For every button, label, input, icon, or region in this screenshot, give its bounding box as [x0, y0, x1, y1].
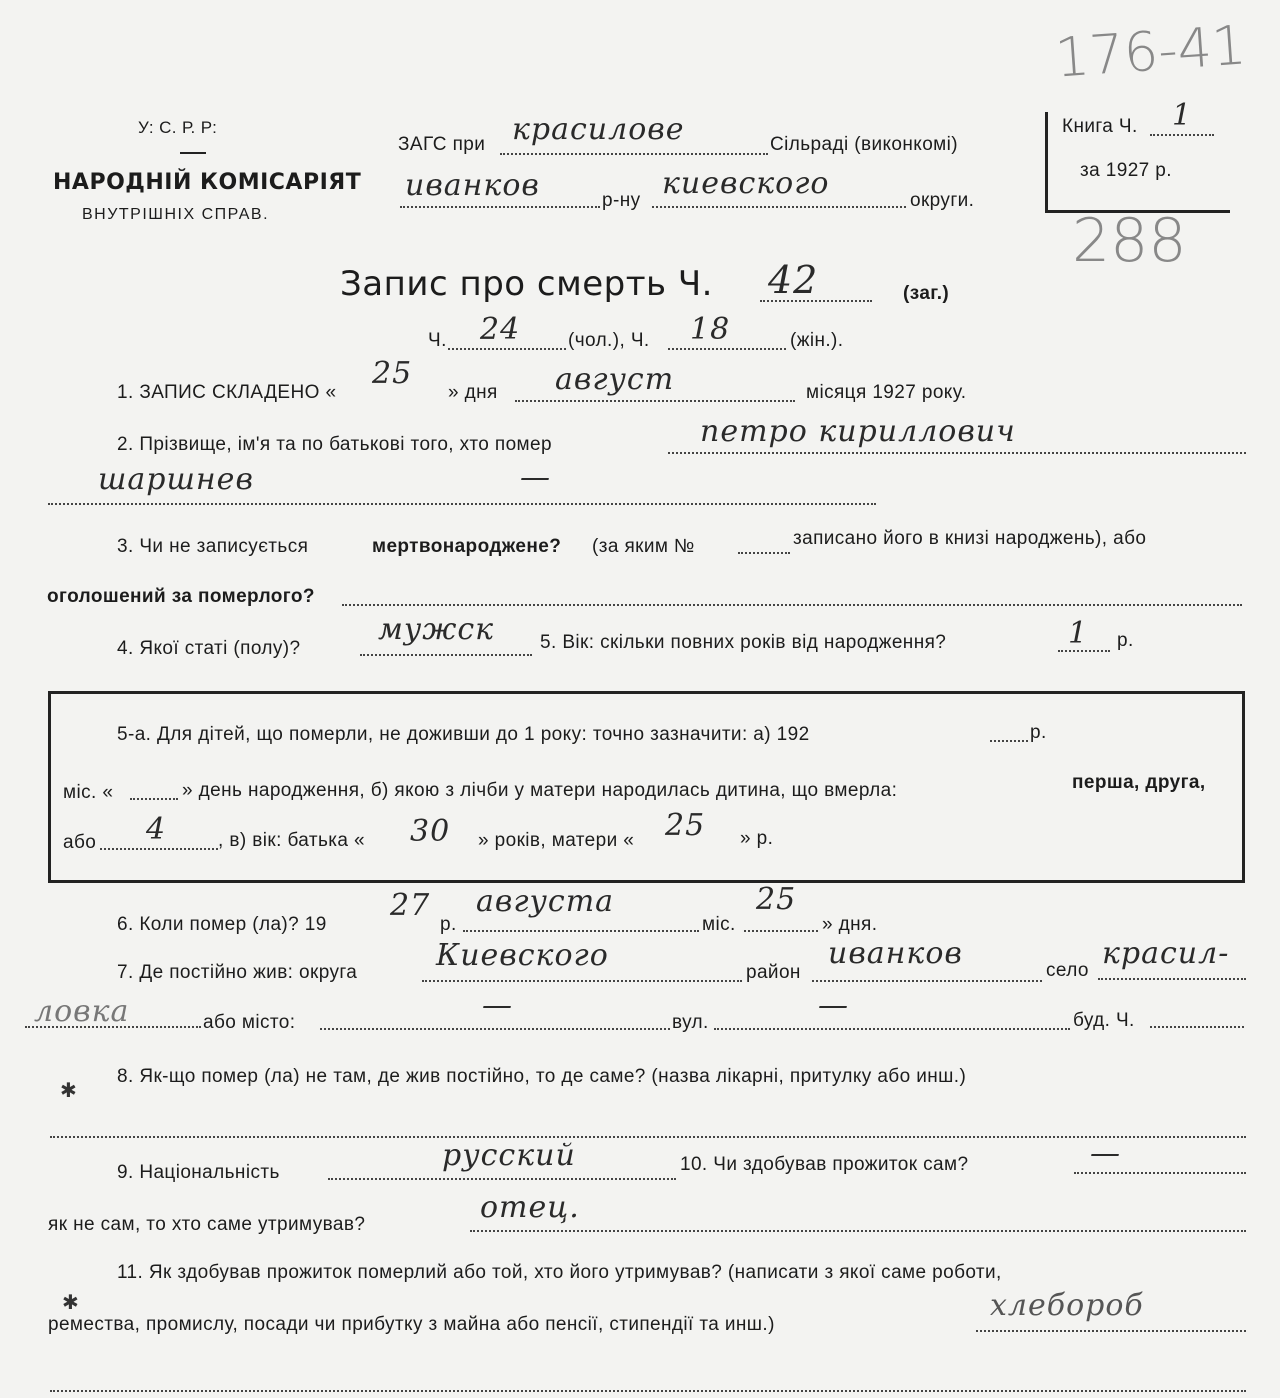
q6-day: 25 — [756, 882, 797, 917]
q5a-mother-age: 25 — [665, 808, 706, 843]
selrada-label: Сільраді (виконкомі) — [770, 134, 958, 155]
q10-label: 10. Чи здобував прожиток сам? — [680, 1154, 969, 1175]
okruha-handwriting: киевского — [662, 166, 830, 201]
q5a-father-label: , в) вік: батька « — [218, 830, 365, 851]
q1-label-b: » дня — [448, 382, 498, 403]
q5a-mother-unit: » р. — [740, 828, 774, 849]
q11-label: 11. Як здобував прожиток померлий або той, хто його утримував? (написати з якої саме роботи, — [117, 1262, 1002, 1283]
archive-pencil-number: 176-41 — [1053, 13, 1249, 90]
q4-label: 4. Якої статі (полу)? — [117, 638, 301, 659]
q2-dash: — — [520, 460, 551, 495]
q4-line — [360, 654, 532, 656]
q5-unit: р. — [1117, 630, 1134, 651]
q4-sex: мужск — [378, 612, 495, 647]
q10-line — [1074, 1172, 1246, 1174]
q5a-order-num: 4 — [146, 812, 167, 847]
q6-label-d: » дня. — [822, 914, 878, 935]
q8-line — [50, 1136, 1246, 1138]
q3-stillborn: мертвонароджене? — [372, 536, 562, 557]
zag-label: (заг.) — [903, 283, 950, 304]
divider — [180, 152, 206, 154]
district-handwriting: иванков — [405, 168, 540, 203]
q2-name: петро кириллович — [700, 414, 1016, 449]
q6-label: 6. Коли помер (ла)? 19 — [117, 914, 327, 935]
q7-okruha: Киевского — [436, 938, 609, 973]
zags-label: ЗАГС при — [398, 134, 486, 155]
q6-day-line — [744, 930, 818, 932]
q2-label: 2. Прізвище, ім'я та по батькові того, хто помер — [117, 434, 552, 455]
q7-okruha-line — [422, 980, 742, 982]
q5a-order: перша, друга, — [1072, 772, 1206, 793]
department-title: ВНУТРІШНІХ СПРАВ. — [82, 206, 270, 223]
q2-line-2 — [48, 503, 876, 505]
q7-selo-line — [1098, 978, 1246, 980]
q7-street-line — [714, 1028, 1070, 1030]
q7-city-dash: — — [482, 988, 513, 1023]
okruhy-label: округи. — [910, 190, 975, 211]
q3-declared: оголошений за померлого? — [47, 586, 315, 607]
q7-city-line — [320, 1028, 670, 1030]
q7-raion-label: район — [746, 962, 801, 983]
q11-line-2 — [50, 1390, 1246, 1392]
republic-label: У: С. Р. Р: — [138, 118, 218, 137]
rnu-label: р-ну — [602, 190, 641, 211]
q3-line — [342, 604, 1242, 606]
zags-handwriting: красилове — [512, 112, 685, 147]
q7-selo-cont: ловка — [34, 994, 130, 1029]
q7-city-label: або місто: — [203, 1012, 296, 1033]
q2-surname: шаршнев — [98, 462, 254, 497]
q3-label-c: (за яким № — [592, 536, 695, 557]
q2-line-1 — [668, 452, 1246, 454]
q3-label: 3. Чи не записується — [117, 536, 309, 557]
q1-label: 1. ЗАПИС СКЛАДЕНО « — [117, 382, 337, 403]
q5a-day-line — [130, 798, 178, 800]
book-label: Книга Ч. — [1062, 116, 1138, 137]
book-box-left — [1045, 112, 1048, 212]
q6-label-c: міс. — [702, 914, 736, 935]
q7-selo: красил- — [1102, 936, 1230, 971]
q5a-year-unit: р. — [1030, 722, 1047, 743]
q3-label-d: записано його в книзі народжень), або — [793, 528, 1147, 549]
q7-selo-label: село — [1046, 960, 1089, 981]
male-count: 24 — [480, 312, 521, 347]
q6-month: августа — [476, 884, 615, 919]
female-line — [668, 348, 786, 350]
male-line — [448, 348, 566, 350]
q5-label: 5. Вік: скільки повних років від народження? — [540, 632, 947, 653]
q6-year: 27 — [390, 888, 431, 923]
q3-number-line — [738, 552, 790, 554]
q7-raion-line — [812, 980, 1042, 982]
q11-line — [976, 1330, 1246, 1332]
q5a-line2: » день народження, б) якою з лічби у матери народилась дитина, що вмерла: — [182, 780, 898, 801]
margin-mark: ✱ — [60, 1080, 77, 1102]
q7-street-dash: — — [818, 988, 849, 1023]
okruha-line — [652, 206, 906, 208]
q9-nationality: русский — [442, 1138, 576, 1173]
book-number-line — [1150, 134, 1214, 136]
q1-month-line — [515, 400, 795, 402]
q5a-father-age: 30 — [410, 814, 451, 849]
q1-label-c: місяця 1927 року. — [806, 382, 967, 403]
q7-label: 7. Де постійно жив: округа — [117, 962, 358, 983]
q9-label: 9. Національність — [117, 1162, 280, 1183]
archive-pencil-side: 288 — [1072, 206, 1187, 276]
q5a-line1: 5-а. Для дітей, що померли, не доживши до 1 року: точно зазначити: а) 192 — [117, 724, 810, 745]
q10b-label: як не сам, то хто саме утримував? — [48, 1214, 366, 1235]
margin-mark-2: ✱ — [62, 1292, 79, 1314]
q7-house-line — [1150, 1026, 1244, 1028]
q7-street-label: вул. — [672, 1012, 709, 1033]
record-number: 42 — [768, 258, 819, 302]
male-label: (чол.), Ч. — [568, 330, 650, 351]
q10b-line — [470, 1230, 1246, 1232]
ch-label: Ч. — [428, 330, 447, 351]
q1-month: август — [555, 362, 675, 397]
q10-answer: — — [1090, 1136, 1121, 1171]
book-year: за 1927 р. — [1080, 160, 1172, 181]
q8-label: 8. Як-що помер (ла) не там, де жив постійно, то де саме? (назва лікарні, притулку або инш.) — [117, 1066, 967, 1087]
q7-house-label: буд. Ч. — [1073, 1010, 1135, 1031]
q1-day: 25 — [372, 356, 413, 391]
q5-age: 1 — [1068, 616, 1089, 651]
q6-month-line — [463, 930, 699, 932]
book-number: 1 — [1172, 98, 1193, 133]
zags-line — [500, 153, 768, 155]
q11-label-b: ремества, промислу, посади чи прибутку з майна або пенсії, стипендії та инш.) — [48, 1314, 775, 1335]
q5a-order-line — [100, 848, 218, 850]
q5a-mother-label: » років, матери « — [478, 830, 635, 851]
q9-line — [328, 1178, 676, 1180]
record-title: Запис про смерть Ч. — [340, 264, 713, 304]
q5a-month-label: міс. « — [63, 782, 114, 803]
q5a-year-line — [990, 740, 1028, 742]
ministry-title: НАРОДНІЙ КОМІСАРІЯТ — [53, 170, 362, 195]
female-count: 18 — [690, 312, 731, 347]
district-line — [400, 206, 600, 208]
q5a-or: або — [63, 832, 97, 853]
q7-raion: иванков — [828, 936, 963, 971]
female-label: (жін.). — [790, 330, 844, 351]
q11-answer: хлебороб — [990, 1288, 1144, 1323]
q10b-answer: отец. — [480, 1190, 580, 1225]
q6-label-b: р. — [440, 914, 457, 935]
